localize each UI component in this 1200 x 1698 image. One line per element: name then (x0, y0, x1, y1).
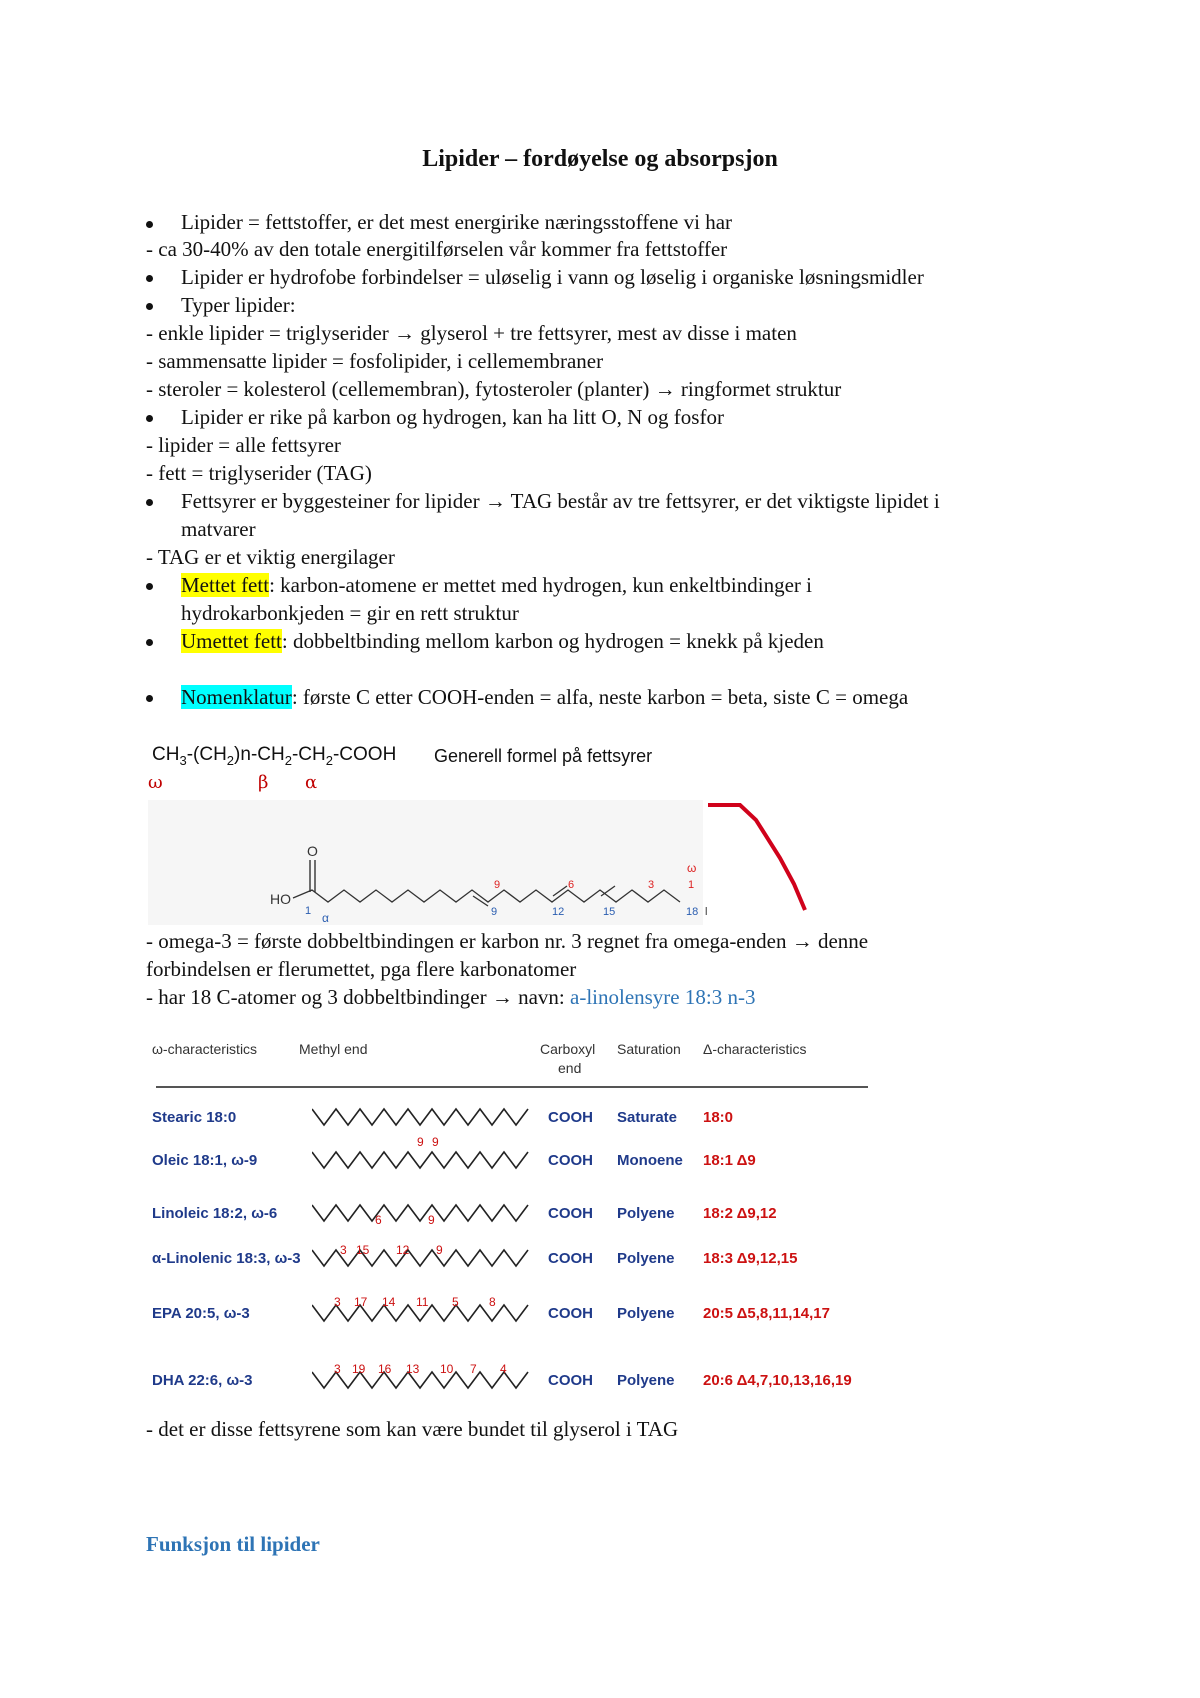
col-header-delta: Δ-characteristics (703, 1041, 807, 1057)
saturation-cell: Polyene (617, 1250, 675, 1267)
bullet (146, 221, 153, 228)
double-bond-number: 9 (417, 1135, 424, 1149)
svg-text:l: l (705, 906, 708, 918)
beta-label: β (258, 772, 269, 793)
highlight-umettet-fett: Umettet fett (181, 629, 282, 653)
text-line: Lipider er rike på karbon og hydrogen, kan ha litt O, N og fosfor (181, 405, 724, 429)
text-line: - sammensatte lipider = fosfolipider, i cellemembraner (146, 349, 604, 373)
saturation-cell: Monoene (617, 1152, 683, 1169)
section-heading: Funksjon til lipider (146, 1532, 320, 1556)
double-bond-number: 11 (416, 1295, 429, 1309)
double-bond-number: 3 (334, 1295, 341, 1309)
fatty-acid-name-cell: Stearic 18:0 (152, 1109, 237, 1126)
methyl-chain (312, 1105, 542, 1129)
oxygen-label: O (307, 843, 318, 859)
text-line: hydrokarbonkjeden = gir en rett struktur (181, 601, 519, 625)
double-bond-number: 3 (340, 1243, 347, 1257)
formula-label: Generell formel på fettsyrer (434, 746, 653, 766)
fatty-acid-name-cell: α-Linolenic 18:3, ω-3 (152, 1250, 301, 1267)
methyl-chain (312, 1148, 542, 1172)
num-bottom-15: 15 (603, 906, 616, 918)
saturation-cell: Saturate (617, 1109, 678, 1126)
col-header-saturation: Saturation (617, 1041, 681, 1057)
num-bottom-9: 9 (491, 906, 498, 918)
double-bond-number: 10 (440, 1362, 454, 1376)
text-line: - lipider = alle fettsyrer (146, 433, 341, 457)
num-top-3: 3 (648, 879, 655, 891)
fatty-acid-structure (148, 800, 808, 925)
double-bond-number: 5 (452, 1295, 459, 1309)
bullet (146, 303, 153, 310)
alpha-mark: α (322, 911, 329, 925)
double-bond-number: 12 (396, 1243, 410, 1257)
red-pen-mark (708, 805, 805, 910)
carboxyl-cell: COOH (548, 1109, 593, 1126)
text-line: - har 18 C-atomer og 3 dobbeltbindinger → navn: a-linolensyre 18:3 n-3 (146, 985, 756, 1009)
page-title: Lipider – fordøyelse og absorpsjon (422, 146, 778, 172)
text-line: - enkle lipider = triglyserider → glyserol + tre fettsyrer, mest av disse i maten (146, 321, 797, 345)
figure-background (148, 800, 703, 925)
text-line: - ca 30-40% av den totale energitilførselen vår kommer fra fettstoffer (146, 237, 728, 261)
chain-line (312, 1109, 528, 1125)
bullet (146, 695, 153, 702)
col-header-carboxyl-end: end (558, 1060, 582, 1076)
delta-cell: 20:6 Δ4,7,10,13,16,19 (703, 1372, 852, 1389)
saturation-cell: Polyene (617, 1205, 675, 1222)
fatty-acid-name-cell: Linoleic 18:2, ω-6 (152, 1205, 278, 1222)
bullet (146, 583, 153, 590)
text-line: forbindelsen er flerumettet, pga flere karbonatomer (146, 957, 577, 981)
hydroxyl-label: HO (270, 891, 291, 907)
double-bond-number: 13 (406, 1362, 420, 1376)
text-line: Typer lipider: (181, 293, 296, 317)
saturation-cell: Polyene (617, 1305, 675, 1322)
fatty-acid-name-cell: Oleic 18:1, ω-9 (152, 1152, 258, 1169)
alpha-label: α (305, 772, 318, 793)
text-line: - omega-3 = første dobbeltbindingen er karbon nr. 3 regnet fra omega-enden → denne (146, 929, 869, 953)
carboxyl-cell: COOH (548, 1305, 593, 1322)
omega-label: ω (148, 772, 163, 793)
text-line: Mettet fett: karbon-atomene er mettet med hydrogen, kun enkeltbindinger i (181, 573, 812, 597)
delta-cell: 18:2 Δ9,12 (703, 1205, 777, 1222)
num-bottom-1: 1 (305, 905, 312, 917)
delta-cell: 18:1 Δ9 (703, 1152, 756, 1169)
double-bond-number: 9 (432, 1135, 439, 1149)
chain-line (312, 1152, 528, 1168)
double-bond-number: 3 (334, 1362, 341, 1376)
methyl-chain (312, 1368, 542, 1392)
double-bond-number: 4 (500, 1362, 507, 1376)
bullet (146, 499, 153, 506)
highlight-mettet-fett: Mettet fett (181, 573, 270, 597)
num-bottom-12: 12 (552, 906, 565, 918)
double-bond-number: 15 (356, 1243, 370, 1257)
double-bond-number: 16 (378, 1362, 392, 1376)
carboxyl-cell: COOH (548, 1250, 593, 1267)
chain-line (312, 1372, 528, 1388)
delta-cell: 20:5 Δ5,8,11,14,17 (703, 1305, 830, 1322)
double-bond-number: 7 (470, 1362, 477, 1376)
col-header-methyl: Methyl end (299, 1041, 368, 1057)
bullet (146, 275, 153, 282)
fatty-acid-name-cell: EPA 20:5, ω-3 (152, 1305, 250, 1322)
carboxyl-cell: COOH (548, 1205, 593, 1222)
fatty-acid-name: a-linolensyre 18:3 n-3 (570, 985, 756, 1009)
double-bond-number: 19 (352, 1362, 366, 1376)
text-line: Nomenklatur: første C etter COOH-enden = alfa, neste karbon = beta, siste C = omega (181, 685, 909, 709)
highlight-nomenklatur: Nomenklatur (181, 685, 292, 709)
chain-line (312, 1205, 528, 1221)
delta-cell: 18:3 Δ9,12,15 (703, 1250, 798, 1267)
double-bond-number: 9 (436, 1243, 443, 1257)
text-line: Lipider er hydrofobe forbindelser = uløselig i vann og løselig i organiske løsningsmidler (181, 265, 924, 289)
num-bottom-18: 18 (686, 906, 699, 918)
bullet (146, 639, 153, 646)
text-line: Umettet fett: dobbeltbinding mellom karbon og hydrogen = knekk på kjeden (181, 629, 824, 653)
num-top-6: 6 (568, 879, 575, 891)
double-bond-number: 14 (382, 1295, 396, 1309)
double-bond-number: 9 (428, 1213, 435, 1227)
table-header-rule (156, 1086, 868, 1088)
num-top-9: 9 (494, 879, 501, 891)
num-top-1: 1 (688, 879, 695, 891)
text-line: - TAG er et viktig energilager (146, 545, 395, 569)
general-formula: $CH_3-(CH_2)n-CH_2-CH_2$-COOH (152, 744, 397, 768)
text-line: matvarer (181, 517, 256, 541)
bullet (146, 415, 153, 422)
fatty-acid-name-cell: DHA 22:6, ω-3 (152, 1372, 253, 1389)
methyl-chain (312, 1201, 542, 1225)
double-bond-number: 6 (375, 1213, 382, 1227)
text-line: - steroler = kolesterol (cellemembran), fytosteroler (planter) → ringformet struktur (146, 377, 842, 401)
delta-cell: 18:0 (703, 1109, 734, 1126)
double-bond-number: 17 (354, 1295, 368, 1309)
saturation-cell: Polyene (617, 1372, 675, 1389)
col-header-omega: ω-characteristics (152, 1041, 258, 1057)
double-bond-number: 8 (489, 1295, 496, 1309)
col-header-carboxyl: Carboxyl (540, 1041, 596, 1057)
carboxyl-cell: COOH (548, 1372, 593, 1389)
text-line: Lipider = fettstoffer, er det mest energirike næringsstoffene vi har (181, 210, 733, 234)
carboxyl-cell: COOH (548, 1152, 593, 1169)
omega-mark: ω (687, 861, 697, 875)
text-line: Fettsyrer er byggesteiner for lipider → TAG består av tre fettsyrer, er det viktigste lipidet i (181, 489, 940, 513)
text-line: - fett = triglyserider (TAG) (146, 461, 372, 485)
text-line: - det er disse fettsyrene som kan være bundet til glyserol i TAG (146, 1417, 679, 1441)
